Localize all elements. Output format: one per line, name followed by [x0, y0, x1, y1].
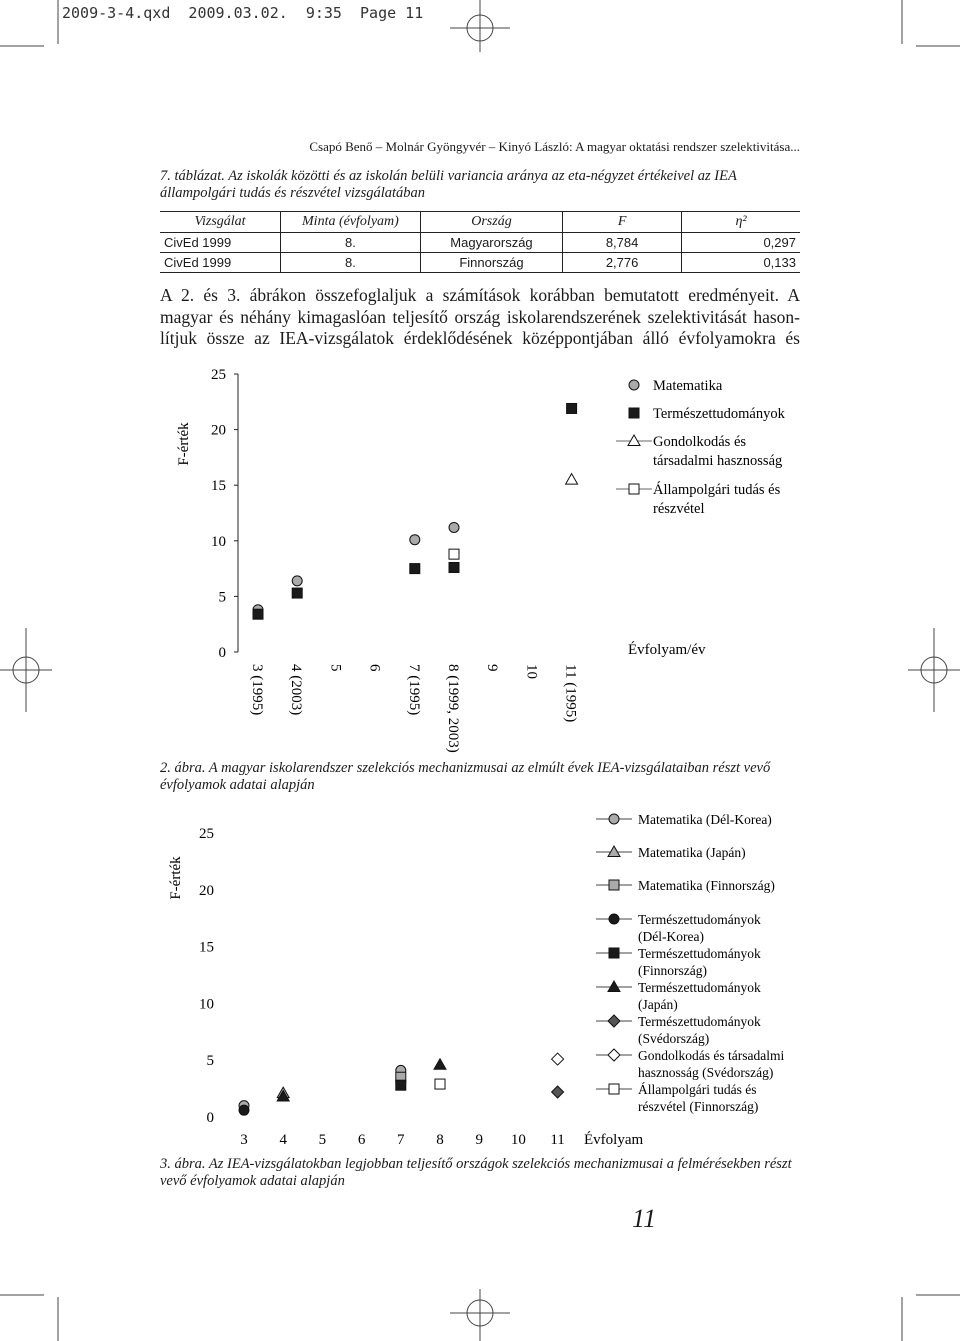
legend-marker: [629, 484, 639, 494]
data-point: [566, 474, 578, 485]
data-point: [434, 1059, 446, 1070]
table-cell: 8.: [281, 253, 421, 273]
page-number: 11: [632, 1204, 657, 1233]
table7-header-cell: Ország: [420, 212, 562, 233]
legend-label: Természettudományok: [653, 406, 785, 422]
x-tick-label: 7: [397, 1132, 405, 1148]
legend-marker: [629, 408, 639, 418]
paragraph-line: magyar és néhány kimagaslóan teljesítő ország iskolarendszerének szelektivitását hason-: [160, 306, 800, 327]
table-cell: CivEd 1999: [160, 233, 281, 253]
figure3-caption: [160, 1156, 810, 1190]
figure3-caption-line2: vevő évfolyamok adatai alapján: [160, 1173, 345, 1189]
legend-marker: [609, 814, 619, 824]
legend-label: Természettudományok: [638, 980, 761, 995]
legend-marker: [608, 1049, 620, 1061]
table7-caption-line1: 7. táblázat. Az iskolák közötti és az iskolán belüli variancia aránya az eta-négyzet értékeivel az IEA: [160, 168, 737, 184]
legend-label: Matematika (Japán): [638, 845, 746, 860]
table7-header-cell: F: [563, 212, 682, 233]
table7-header-cell: Minta (évfolyam): [281, 212, 421, 233]
table-cell: Magyarország: [420, 233, 562, 253]
figure3-caption-line1: 3. ábra. Az IEA-vizsgálatokban legjobban teljesítő országok szelekciós mechanizmusai a felmérésekben részt: [160, 1156, 792, 1172]
figure2-caption-line2: évfolyamok adatai alapján: [160, 777, 315, 793]
legend-label: Matematika (Dél-Korea): [638, 812, 772, 827]
x-tick-label: 5: [318, 1132, 327, 1148]
legend-label: Állampolgári tudás és: [653, 482, 781, 498]
data-point: [567, 403, 577, 413]
file-slug: 2009-3-4.qxd 2009.03.02. 9:35 Page 11: [62, 4, 424, 22]
table-row: [160, 233, 800, 253]
x-tick-label: 6: [366, 664, 383, 672]
table7-header-row: [160, 212, 800, 233]
table7-caption-line2: állampolgári tudás és részvétel vizsgálatában: [160, 185, 426, 201]
legend-marker: [629, 380, 639, 390]
legend-label: Természettudományok: [638, 1014, 761, 1029]
figure2-caption-line1: 2. ábra. A magyar iskolarendszer szelekciós mechanizmusai az elmúlt évek IEA-vizsgálataiban részt vevő: [160, 760, 771, 776]
paragraph-line: lítjuk össze az IEA-vizsgálatok érdeklődésének középpontjában álló évfolyamokra és: [160, 328, 800, 348]
x-tick-label: 11 (1995): [562, 664, 579, 723]
table-cell: 8.: [281, 233, 421, 253]
x-tick-label: 4: [279, 1132, 287, 1148]
x-tick-label: 9: [475, 1132, 483, 1148]
legend-label: részvétel: [653, 501, 705, 517]
x-tick-label: 5: [327, 664, 344, 672]
legend-label: Természettudományok: [638, 946, 761, 961]
data-point: [552, 1086, 564, 1098]
legend-label: (Japán): [638, 997, 678, 1012]
body-paragraph: [160, 285, 800, 350]
table-cell: 0,133: [682, 253, 800, 273]
table7-header-cell: η²: [682, 212, 800, 233]
x-tick-label: 3: [240, 1132, 248, 1148]
table-cell: CivEd 1999: [160, 253, 281, 273]
data-point: [239, 1105, 249, 1115]
legend-label: (Finnország): [638, 963, 707, 978]
table7: [160, 211, 800, 273]
x-tick-label: 3 (1995): [249, 664, 265, 716]
y-tick-label: 10: [199, 996, 214, 1013]
x-tick-label: 10: [523, 664, 540, 679]
legend-label: részvétel (Finnország): [638, 1099, 759, 1114]
x-axis-label: Évfolyam/év: [628, 642, 706, 658]
y-tick-label: 5: [206, 1053, 214, 1070]
data-point: [396, 1080, 406, 1090]
legend-marker: [609, 948, 619, 958]
y-tick-label: 5: [218, 589, 226, 606]
y-tick-label: 0: [206, 1110, 214, 1126]
data-point: [449, 562, 459, 572]
legend-label: Gondolkodás és társadalmi: [638, 1048, 785, 1063]
legend-label: (Svédország): [638, 1031, 710, 1046]
y-tick-label: 10: [211, 533, 226, 550]
legend-marker: [609, 1084, 619, 1094]
table-cell: 0,297: [682, 233, 800, 253]
data-point: [410, 535, 420, 545]
legend-marker: [609, 914, 619, 924]
table-cell: Finnország: [420, 253, 562, 273]
data-point: [253, 609, 263, 619]
legend-marker: [608, 846, 620, 857]
data-point: [449, 549, 459, 559]
figure2-caption: [160, 760, 810, 794]
y-axis-label: F-érték: [176, 422, 192, 466]
table-cell: 8,784: [563, 233, 682, 253]
figure2-chart: [160, 360, 810, 755]
x-tick-label: 8: [436, 1132, 444, 1148]
x-tick-label: 10: [510, 1132, 526, 1148]
y-tick-label: 15: [211, 478, 226, 495]
legend-label: társadalmi hasznosság: [653, 453, 783, 469]
paragraph-line: A 2. és 3. ábrákon összefoglaljuk a számítások korábban bemutatott eredményeit. A: [160, 285, 800, 305]
table-row: [160, 253, 800, 273]
y-tick-label: 20: [199, 882, 214, 899]
legend-label: (Dél-Korea): [638, 929, 704, 944]
data-point: [449, 522, 459, 532]
y-tick-label: 25: [199, 826, 214, 842]
data-point: [292, 576, 302, 586]
data-point: [410, 564, 420, 574]
legend-label: Matematika (Finnország): [638, 878, 775, 893]
data-point: [435, 1079, 445, 1089]
legend-label: Gondolkodás és: [653, 434, 747, 450]
legend-marker: [608, 981, 620, 992]
data-point: [292, 588, 302, 598]
table-cell: 2,776: [563, 253, 682, 273]
legend-marker: [609, 880, 619, 890]
data-point: [552, 1053, 564, 1065]
x-tick-label: 7 (1995): [405, 664, 422, 716]
legend-label: hasznosság (Svédország): [638, 1065, 774, 1080]
x-tick-label: 8 (1999, 2003): [445, 664, 461, 753]
legend-marker: [628, 435, 640, 446]
x-tick-label: 9: [484, 664, 501, 672]
y-tick-label: 20: [211, 422, 226, 439]
table7-caption: [160, 168, 810, 202]
legend-label: Állampolgári tudás és: [638, 1082, 757, 1097]
legend-label: Matematika: [653, 378, 723, 394]
legend-marker: [608, 1015, 620, 1027]
y-tick-label: 25: [211, 367, 226, 383]
table7-header-cell: Vizsgálat: [160, 212, 281, 233]
y-axis-label: F-érték: [168, 856, 184, 900]
x-tick-label: 6: [357, 1132, 366, 1148]
y-tick-label: 0: [218, 645, 226, 661]
y-tick-label: 15: [199, 939, 214, 956]
running-header: Csapó Benő – Molnár Gyöngyvér – Kinyó László: A magyar oktatási rendszer szelektivitása...: [309, 139, 800, 154]
figure3-chart: [160, 805, 810, 1155]
legend-label: Természettudományok: [638, 912, 761, 927]
x-axis-label: Évfolyam: [584, 1132, 644, 1148]
x-tick-label: 11: [550, 1132, 565, 1148]
x-tick-label: 4 (2003): [288, 664, 305, 716]
